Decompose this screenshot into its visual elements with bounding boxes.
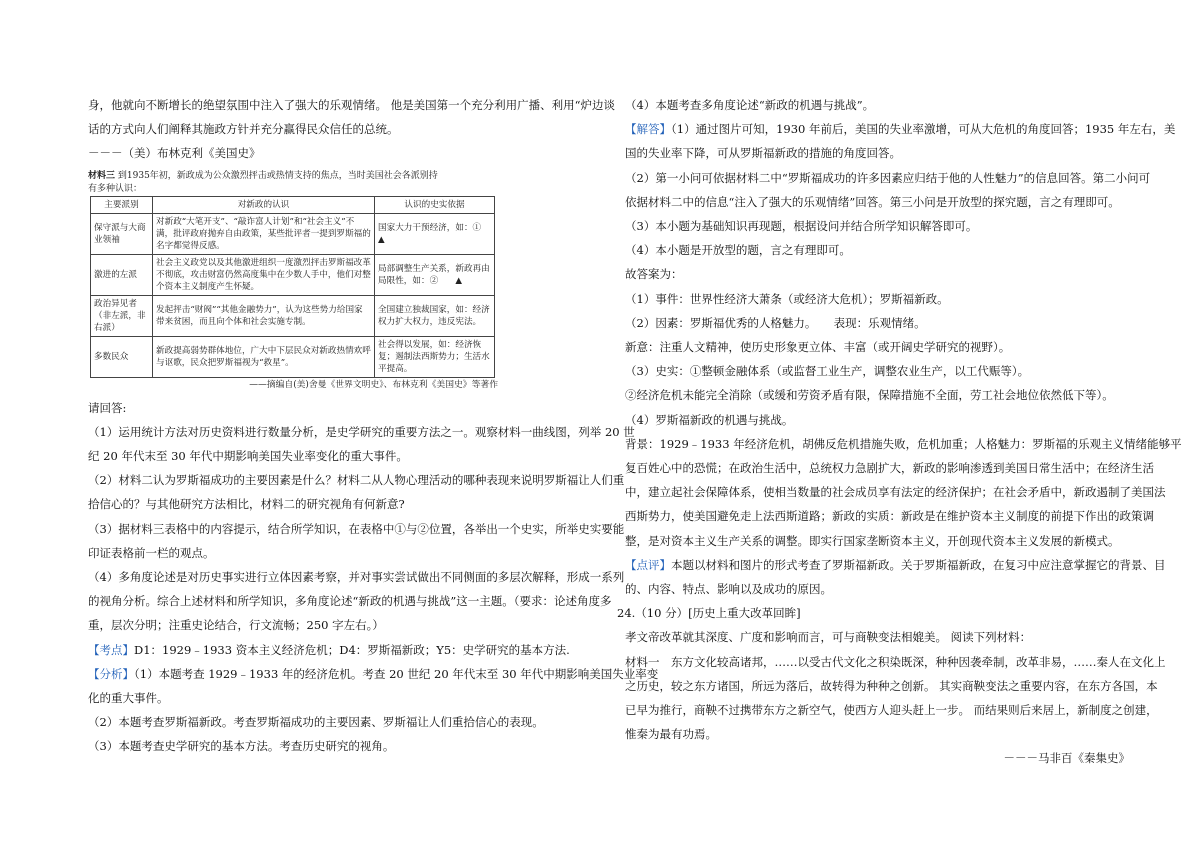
source-citation: －－－（美）布林克利《美国史》	[88, 146, 261, 161]
dianping-line	[625, 553, 1166, 577]
table-cell: 对新政“大笔开支”、“敲诈富人计划”和“社会主义”不满，批评政府抛弃自由政策，某些批评者一提到罗斯福的名字都觉得反感。	[153, 213, 375, 254]
body-line: （2）第一小问可依据材料二中“罗斯福成功的许多因素应归结于他的人性魅力”的信息回答。第二小问可	[625, 170, 1151, 185]
column-header: 认识的史实依据	[375, 196, 495, 213]
jieda-line	[625, 117, 1176, 141]
table-row	[91, 213, 495, 254]
kaodian-tag: 【考点】	[88, 642, 134, 657]
intro-line: 身，他就向不断增长的绝望氛围中注入了强大的乐观情绪。 他是美国第一个充分利用广播、利用“炉边谈	[88, 98, 616, 112]
body-line: 请回答:	[88, 400, 127, 415]
body-line: 孝文帝改革就其深度、广度和影响而言，可与商鞅变法相媲美。 阅读下列材料：	[625, 630, 1032, 645]
question-24-heading: 24.（10 分）[历史上重大改革回眸]	[617, 606, 801, 621]
body-line: 背景：1929﹣1933 年经济危机，胡佛反危机措施失败，危机加重；人格魅力：罗斯福的乐观主义情绪能够平	[625, 436, 1182, 451]
body-line: 印证表格前一栏的观点。	[88, 545, 215, 560]
fenxi-line: （3）本题考查史学研究的基本方法。考查历史研究的视角。	[88, 739, 395, 754]
body-line: 国的失业率下降，可从罗斯福新政的措施的角度回答。	[625, 146, 901, 161]
jieda-text: （1）通过图片可知，1930 年前后，美国的失业率激增，可从大危机的角度回答；1935 年左右，美	[671, 122, 1176, 137]
table-cell: 社会主义政党以及其他激进组织一度激烈抨击罗斯福改革不彻底，攻击财富仍然高度集中在少数人手中，他们对整个资本主义制度产生怀疑。	[153, 254, 375, 295]
body-line: 已早为推行，商鞅不过携带东方之新空气，使西方人迎头赶上一步。 而结果则后来居上，新制度之创建，	[625, 703, 1158, 718]
material-source: ——摘编自(美)舍曼《世界文明史》、布林克利《美国史》等著作	[249, 379, 498, 390]
table-row	[91, 254, 495, 295]
fenxi-line: （2）本题考查罗斯福新政。考查罗斯福成功的主要因素、罗斯福让人们重拾信心的表现。	[88, 715, 544, 730]
table-row	[91, 336, 495, 377]
body-line: （4）多角度论述是对历史事实进行立体因素考察，并对事实尝试做出不同侧面的多层次解释，形成一系列	[88, 570, 625, 585]
column-header: 主要派别	[91, 196, 153, 213]
table-cell: 发起抨击“财阀”“其他金融势力”，认为这些势力给国家带来贫困，而且向个体和社会实施专制。	[153, 295, 375, 336]
body-line: 整，是对资本主义生产关系的调整。即实行国家垄断资本主义，开创现代资本主义发展的新模式。	[625, 533, 1120, 548]
fenxi-line: 化的重大事件。	[88, 691, 169, 706]
body-line: （2）因素：罗斯福优秀的人格魅力。 表现：乐观情绪。	[625, 315, 926, 330]
body-line: （1）事件：世界性经济大萧条（或经济大危机）；罗斯福新政。	[625, 291, 949, 306]
table-cell: 国家大力干预经济，如：① ▲	[375, 213, 495, 254]
body-line: 的、内容、特点、影响以及成功的原因。	[625, 582, 832, 597]
body-line: 之历史，较之东方诸国，所远为落后，故转得为种种之创新。 其实商鞅变法之重要内容，在东方各国，本	[625, 678, 1158, 693]
kaodian-line	[88, 638, 593, 662]
material-heading: 到1935年初，新政成为公众激烈抨击或热情支持的焦点，当时美国社会各派别持	[117, 170, 438, 181]
dianping-tag: 【点评】	[625, 557, 671, 572]
table-cell: 多数民众	[91, 336, 153, 377]
table-cell: 局部调整生产关系，新政再由局限性，如：② ▲	[375, 254, 495, 295]
right-column	[617, 93, 1182, 771]
material-label: 材料三	[88, 170, 116, 181]
body-line: 拾信心的？与其他研究方法相比，材料二的研究视角有何新意?	[88, 497, 405, 512]
table-cell: 保守派与大商业领袖	[91, 213, 153, 254]
body-line: 惟秦为最有功焉。	[625, 727, 717, 742]
table-cell: 全国建立独裁国家，如：经济权力扩大权力，违反宪法。	[375, 295, 495, 336]
body-line: 中，建立起社会保障体系，使相当数量的社会成员享有法定的经济保护；在社会矛盾中，新政遏制了美国法	[625, 485, 1166, 500]
body-line: （1）运用统计方法对历史资料进行数量分析，是史学研究的重要方法之一。观察材料一曲线图，列举 20 世	[88, 424, 635, 439]
body-line: 复百姓心中的恐慌；在政治生活中，总统权力急剧扩大，新政的影响渗透到美国日常生活中；在经济生活	[625, 461, 1154, 476]
table-row	[91, 295, 495, 336]
table-cell: 新政提高弱势群体地位，广大中下层民众对新政热情欢呼与讴歌，民众把罗斯福视为“救星”。	[153, 336, 375, 377]
body-line: ②经济危机未能完全消除（或缓和劳资矛盾有限，保障措施不全面，劳工社会地位依然低下等）。	[625, 388, 1114, 403]
table-header-row	[91, 196, 495, 213]
body-line: 新意：注重人文精神，使历史形象更立体、丰富（或开阔史学研究的视野）。	[625, 340, 1011, 355]
body-line: （4）罗斯福新政的机遇与挑战。	[625, 412, 794, 427]
table-cell: 政治异见者（非左派，非右派）	[91, 295, 153, 336]
body-line: 的视角分析。综合上述材料和所学知识，多角度论述“新政的机遇与挑战”这一主题。（要求：论述角度多	[88, 594, 612, 609]
body-line: （2）材料二认为罗斯福成功的主要因素是什么？材料二从人物心理活动的哪种表现来说明罗斯福让人们重	[88, 473, 625, 488]
body-line: 故答案为：	[625, 267, 683, 282]
body-line: 纪 20 年代末至 30 年代中期影响美国失业率变化的重大事件。	[88, 449, 408, 464]
body-line: （3）本小题为基础知识再现题，根据设问并结合所学知识解答即可。	[625, 219, 978, 234]
table-cell: 社会得以发展，如：经济恢复；遏制法西斯势力；生活水平提高。	[375, 336, 495, 377]
body-line: （3）史实：①整顿金融体系（或监督工业生产，调整农业生产，以工代赈等）。	[625, 364, 1030, 379]
column-header: 对新政的认识	[153, 196, 375, 213]
body-line: 依据材料二中的信息“注入了强大的乐观情绪”回答。第三小问是开放型的探究题，言之有理即可。	[625, 194, 1120, 209]
kaodian-text: D1：1929﹣1933 资本主义经济危机；D4：罗斯福新政；Y5：史学研究的基本方法.	[134, 642, 570, 657]
body-line: （4）本题考查多角度论述“新政的机遇与挑战”。	[625, 98, 875, 112]
body-line: 西斯势力，使美国避免走上法西斯道路；新政的实质：新政是在维护资本主义制度的前提下作出的政策调	[625, 509, 1154, 524]
body-line: 重，层次分明；注重史论结合，行文流畅；250 字左右。）	[88, 618, 384, 633]
body-line: 材料一 东方文化较高诸邦，……以受古代文化之积染既深，种种因袭牵制，改革非易，……秦人在文化上	[625, 654, 1166, 669]
jieda-tag: 【解答】	[625, 122, 671, 137]
material-heading-cont: 有多种认识：	[88, 183, 143, 194]
material-table	[90, 196, 499, 378]
body-line: （3）据材料三表格中的内容提示，结合所学知识，在表格中①与②位置，各举出一个史实，所举史实要能	[88, 521, 625, 536]
intro-line: 话的方式向人们阐释其施政方针并充分赢得民众信任的总统。	[88, 122, 399, 137]
table-cell: 激进的左派	[91, 254, 153, 295]
dianping-text: 本题以材料和图片的形式考查了罗斯福新政。关于罗斯福新政，在复习中应注意掌握它的背景、目	[671, 557, 1166, 572]
fenxi-line	[88, 662, 659, 686]
source-citation: －－－马非百《秦集史》	[1003, 751, 1130, 766]
fenxi-tag: 【分析】	[88, 666, 134, 681]
fenxi-text: （1）本题考查 1929﹣1933 年的经济危机。考查 20 世纪 20 年代末至 30 年代中期影响美国失业率变	[134, 666, 659, 681]
material-three-scan	[88, 170, 508, 392]
body-line: （4）本小题是开放型的题，言之有理即可。	[625, 243, 851, 258]
